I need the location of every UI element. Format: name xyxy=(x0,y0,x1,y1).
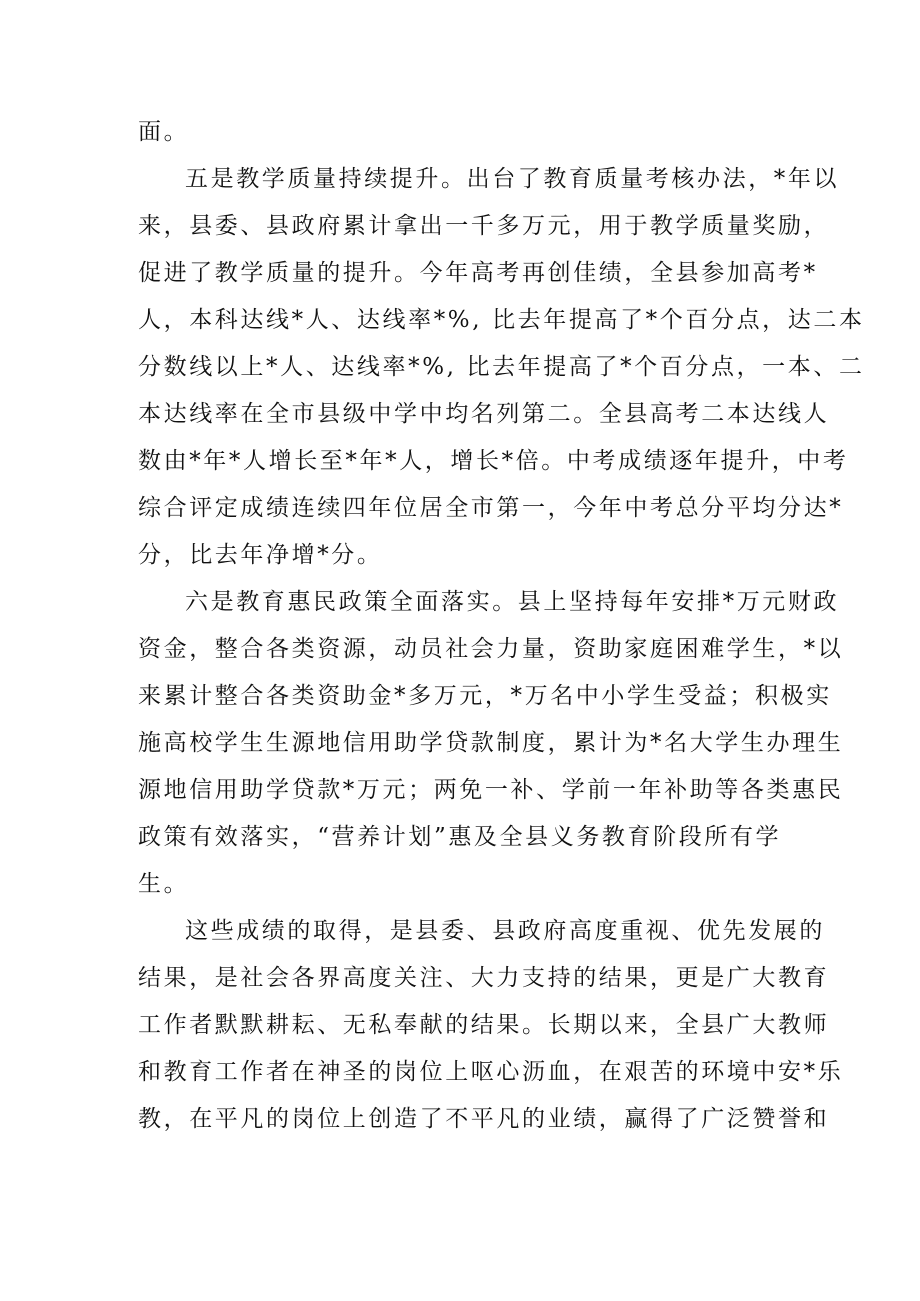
paragraph-teaching-quality xyxy=(138,156,865,579)
document-page xyxy=(138,109,865,1143)
text-line: 本达线率在全市县级中学中均名列第二。全县高考二本达线人 xyxy=(138,401,830,427)
text-line: 人，本科达线*人、达线率*%, 比去年提高了*个百分点，达二本 xyxy=(138,307,865,333)
text-line: 来累计整合各类资助金*多万元，*万名中小学生受益；积极实 xyxy=(138,683,832,709)
text-line: 教，在平凡的岗位上创造了不平凡的业绩，赢得了广泛赞誉和 xyxy=(138,1106,830,1132)
text-line: 六是教育惠民政策全面落实。县上坚持每年安排*万元财政 xyxy=(185,589,840,615)
text-line: 源地信用助学贷款*万元；两免一补、学前一年补助等各类惠民 xyxy=(138,777,844,803)
text-line: 数由*年*人增长至*年*人，增长*倍。中考成绩逐年提升，中考 xyxy=(138,448,849,474)
text-line: 施高校学生生源地信用助学贷款制度，累计为*名大学生办理生 xyxy=(138,730,844,756)
text-line: 五是教学质量持续提升。出台了教育质量考核办法，*年以 xyxy=(185,166,840,192)
text-line: 工作者默默耕耘、无私奉献的结果。长期以来，全县广大教师 xyxy=(138,1012,830,1038)
text-line: 来，县委、县政府累计拿出一千多万元，用于教学质量奖励， xyxy=(138,213,830,239)
text-line: 和教育工作者在神圣的岗位上呕心沥血，在艰苦的环境中安*乐 xyxy=(138,1059,844,1085)
text-line: 综合评定成绩连续四年位居全市第一，今年中考总分平均分达* xyxy=(138,495,844,521)
text-line: 分，比去年净增*分。 xyxy=(138,542,383,568)
text-line: 资金，整合各类资源，动员社会力量，资助家庭困难学生，*以 xyxy=(138,636,844,662)
text-line: 促进了教学质量的提升。今年高考再创佳绩，全县参加高考* xyxy=(138,260,818,286)
text-line: 这些成绩的取得，是县委、县政府高度重视、优先发展的 xyxy=(185,918,825,944)
text-line: 结果，是社会各界高度关注、大力支持的结果，更是广大教育 xyxy=(138,965,830,991)
text-line: 分数线以上*人、达线率*%, 比去年提高了*个百分点，一本、二 xyxy=(138,354,865,380)
text-line: 生。 xyxy=(138,871,190,897)
paragraph-benefit-policy xyxy=(138,579,844,908)
paragraph-continuation xyxy=(138,109,788,156)
text-line: 政策有效落实，“营养计划”惠及全县义务教育阶段所有学 xyxy=(138,824,782,850)
text-line: 面。 xyxy=(138,119,190,145)
paragraph-achievements xyxy=(138,908,844,1143)
